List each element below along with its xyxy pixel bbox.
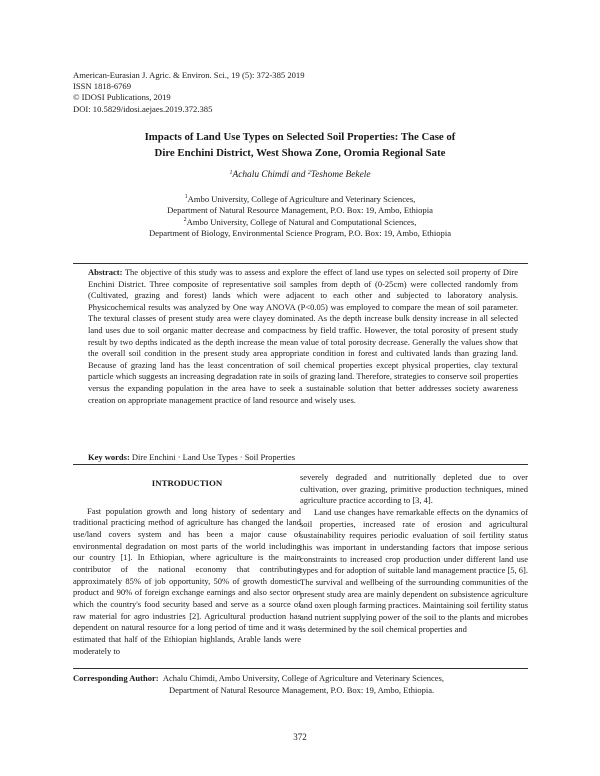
corresponding-label: Corresponding Author: [73, 673, 159, 683]
affiliation-1-line-2: Department of Natural Resource Management, P.O. Box: 19, Ambo, Ethiopia [167, 205, 433, 216]
intro-paragraph-1: Fast population growth and long history of sedentary and traditional practicing method of agriculture has changed the land use/land covers system and has been a major cause of environmental degradation on most parts of the world including our country [1]. In Ethiopian, where agriculture is the main contributor of the national economy that contributing approximately 85% of job opportunity, 50% of growth domestic product and 90% of foreign exchange earnings and also sector on which the country's food security based and serve as a source of raw material for agro industries [2]. Agricultural production has dependent on natural resource for a long period of time and it was estimated that half of the Ethiopian highlands, Arable lands were moderately to [73, 505, 301, 656]
abstract-top-rule [73, 263, 528, 264]
corresponding-author [73, 673, 528, 696]
title-line-1: Impacts of Land Use Types on Selected Soil Properties: The Case of [144, 131, 456, 143]
abstract-text: The objective of this study was to assess and explore the effect of land use types on selected soil property of Dire Enchini District. Three composite of representative soil samples from depth of (0-25cm) were collected randomly from (Cultivated, grazing and forest) lands which were adjacent to each other and subjected to laboratory analysis. Physicochemical results was analyzed by One way ANOVA (P<0.05) was employed to compare the mean of soil parameter. The textural classes of present study area were clayey dominated. As the depth increase bulk density increase in all selected land uses due to soil organic matter decrease and compactness by field traffic. However, the total porosity of present study result by two depths indicated as the depth increase the mean value of total porosity decrease. Generally the values show that the overall soil condition in the present study area appropriate condition in forest and cultivated lands than grazing land. Because of grazing land has the least concentration of soil chemical properties except physical properties, clay textural particle which suggests an increasing degradation rate in soils of grazing land. Therefore, strategies to conserve soil properties versus the expanding population in the area have to seek a sustainable solution that better addresses society awareness creation on appropriate management practice of land resource and wisely uses. [88, 267, 518, 405]
journal-citation: American-Eurasian J. Agric. & Environ. Sci., 19 (5): 372-385 2019 [73, 70, 305, 80]
author2-sup: 2 [307, 170, 311, 176]
corresponding-text-1: Achalu Chimdi, Ambo University, College of Agriculture and Veterinary Sciences, [162, 673, 444, 683]
abstract-label: Abstract: [88, 267, 123, 277]
left-column [73, 478, 301, 657]
intro-paragraph-1-continued: severely degraded and nutritionally depleted due to over cultivation, over grazing, primitive production techniques, mined agriculture practice according to [3, 4]. [300, 472, 528, 506]
footnote-rule [73, 668, 528, 669]
affiliations [60, 194, 540, 239]
paper-title [60, 129, 540, 161]
authors [60, 170, 540, 180]
title-line-2: Dire Enchini District, West Showa Zone, Oromia Regional Sate [154, 147, 446, 159]
issn: ISSN 1818-6769 [73, 81, 132, 92]
journal-header [73, 70, 305, 115]
affiliation-2-sup: 2 [183, 216, 187, 223]
affiliation-2 [60, 217, 540, 228]
copyright: © IDOSI Publications, 2019 [73, 92, 171, 103]
corresponding-line-2: Department of Natural Resource Management, P.O. Box: 19, Ambo, Ethiopia. [169, 684, 435, 695]
abstract [88, 267, 518, 406]
affiliation-1-line-1: Ambo University, College of Agriculture and Veterinary Sciences, [187, 194, 416, 204]
page-number: 372 [293, 732, 307, 742]
section-heading-introduction: INTRODUCTION [151, 478, 223, 488]
keywords-bottom-rule [73, 464, 528, 465]
keywords-label: Key words: [88, 452, 130, 462]
author1-sup: 1 [229, 170, 233, 176]
author2: Teshome Bekele [310, 170, 371, 180]
corresponding-line-1 [73, 673, 528, 685]
author1: Achalu Chimdi and [232, 170, 308, 180]
doi: DOI: 10.5829/idosi.aejaes.2019.372.385 [73, 103, 213, 114]
keywords [88, 452, 518, 462]
affiliation-1 [60, 194, 540, 205]
affiliation-2-line-2: Department of Biology, Environmental Science Program, P.O. Box: 19, Ambo, Ethiopia [148, 227, 452, 238]
right-column [300, 472, 528, 635]
keywords-text: Dire Enchini · Land Use Types · Soil Properties [131, 452, 295, 462]
affiliation-2-line-1: Ambo University, College of Natural and Computational Sciences, [186, 216, 417, 227]
intro-paragraph-2: Land use changes have remarkable effects on the dynamics of soil properties, increased rate of erosion and agricultural sustainability requires periodic evaluation of soil fertility status this was important in understanding factors that impose serious constraints to increased crop production under different land use types and for adoption of suitable land management practice [5, 6]. The survival and wellbeing of the surrounding communities of the present study area are mainly dependent on subsistence agriculture and oxen plough farming practices. Maintaining soil fertility status and nutrient supplying power of the soil to the plants and microbes is determined by the soil chemical properties and [300, 506, 529, 634]
affiliation-1-sup: 1 [184, 194, 188, 200]
